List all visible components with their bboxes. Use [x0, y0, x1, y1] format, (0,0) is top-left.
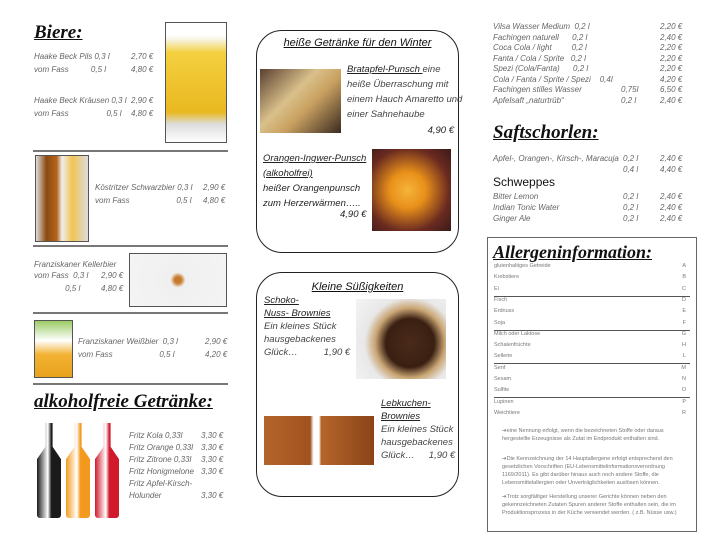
list-row: [493, 203, 720, 214]
allergen-name: Milch oder Laktose: [494, 330, 541, 337]
bratapfel-price: 4,90 €: [427, 125, 454, 136]
kellerbier-name: Franziskaner Kellerbier: [34, 260, 117, 269]
allergen-name: Sesam: [494, 376, 512, 382]
price: 2,40 €: [660, 203, 683, 212]
allergen-note: ➔eine Nennung erfolgt, wenn die bezeichneten Stoffe oder daraus hergestellte Erzeugnisse als Zutat im Endprodukt enthalten sind.: [502, 428, 664, 442]
item-label: 0,2 l: [623, 203, 639, 212]
allergen-name: glutenhaltiges Getreide: [494, 263, 551, 269]
item-label: Haake Beck Pils 0,3 l: [34, 52, 110, 61]
price: 3,30 €: [201, 491, 224, 500]
list-row: [493, 22, 720, 33]
allergen-name: Sellerie: [494, 353, 513, 360]
list-row: [493, 192, 720, 203]
price: 4,20 €: [205, 350, 228, 359]
fritz-bottle: [95, 423, 119, 518]
allergen-name: Krebstiere: [494, 274, 520, 281]
list-row: [493, 43, 720, 54]
weissbier-image: [34, 320, 73, 378]
item-label: Haake Beck Kräusen 0,3 l: [34, 96, 127, 105]
item-label: Franziskaner Weißbier 0,3 l: [78, 337, 178, 346]
allergen-row: [494, 353, 690, 364]
orangen-punsch-image: [372, 149, 451, 231]
allergen-row: [494, 342, 690, 353]
price: 3,30 €: [201, 443, 224, 452]
item-label: 0,4 l: [623, 165, 639, 174]
allergen-row: [494, 376, 690, 387]
item-label: Indian Tonic Water: [493, 203, 560, 212]
price: 4,80 €: [101, 284, 124, 293]
allergen-code: F: [682, 319, 686, 326]
allergen-name: Sulfite: [494, 387, 510, 394]
list-row: [34, 65, 274, 78]
desc-line: einem Hauch Amaretto und: [347, 94, 463, 105]
orangen-price: 4,90 €: [340, 209, 367, 220]
allergen-heading: Allergeninformation:: [493, 242, 653, 262]
desc-line: zum Herzerwärmen…..: [263, 198, 361, 209]
item-label: vom Fass 0,5 l: [34, 109, 122, 118]
allergen-code: D: [682, 296, 686, 303]
allergen-row: [494, 297, 690, 308]
brownies-image: [356, 299, 446, 379]
price: 2,20 €: [660, 53, 683, 63]
allergen-name: Ei: [494, 285, 499, 292]
allergen-name: Senf: [494, 364, 506, 371]
item-label: 0,75l: [621, 85, 639, 94]
allergen-name: Fisch: [494, 296, 508, 303]
price: 2,40 €: [660, 192, 683, 201]
fritz-bottle: [37, 423, 61, 518]
item-label: Fritz Zitrone 0,33l: [129, 455, 192, 464]
price: 4,40 €: [660, 165, 683, 174]
orangen-name-sub: (alkoholfrei): [263, 168, 313, 179]
allergen-row: [494, 274, 690, 285]
allergen-row: [494, 410, 690, 421]
price: 3,30 €: [201, 455, 224, 464]
item-label: vom Fass 0,5 l: [34, 65, 107, 74]
price: 2,70 €: [131, 52, 154, 61]
lebkuchen-price: 1,90 €: [428, 450, 456, 461]
allergen-code: P: [682, 398, 686, 405]
list-row: [493, 85, 720, 96]
divider: [33, 383, 228, 385]
item-label: Cola / Fanta / Sprite / Spezi 0,4l: [493, 74, 613, 84]
list-row: [493, 64, 720, 75]
item-label: Vilsa Wasser Medium 0,2 l: [493, 22, 590, 31]
allergen-note: ➔Die Kennzeichnung der 14 Hauptallergene erfolgt entsprechend den gesetzlichen Vorschriften (EU-Lebensmittelinformationsverordnung 1169/2011). Es gibt darüber hinaus auch noch andere Stoffe, die Lebensmittelallergien oder Unverträglichkeiten auslösen können.: [502, 456, 673, 486]
brownies-price: 1,90 €: [323, 347, 351, 358]
desc-line: heiße Überraschung mit: [347, 79, 449, 90]
price: 4,80 €: [203, 196, 226, 205]
allergen-row: [494, 308, 690, 319]
divider: [33, 245, 228, 247]
winter-title: heiße Getränke für den Winter: [283, 37, 432, 49]
price: 2,90 €: [131, 96, 154, 105]
price: 4,80 €: [131, 109, 154, 118]
price: 2,40 €: [660, 32, 683, 42]
price: 2,40 €: [660, 154, 683, 163]
allergen-code: G: [681, 330, 686, 337]
item-label: Fanta / Cola / Sprite 0,2 l: [493, 53, 586, 63]
brownies-name: Schoko-: [264, 295, 299, 306]
divider: [33, 150, 228, 152]
allergen-row: [494, 320, 690, 331]
allergen-row: [494, 286, 690, 297]
item-label: Ginger Ale: [493, 214, 531, 223]
price: 2,20 €: [660, 64, 683, 73]
item-label: Spezi (Cola/Fanta) 0,2 l: [493, 64, 589, 73]
bratapfel-punsch-image: [260, 69, 341, 133]
item-label: Apfelsaft „naturtrüb“: [493, 95, 564, 105]
allergen-code: H: [682, 342, 686, 349]
desc-line: hausgebackenes: [381, 437, 453, 448]
item-label: 0,2 l: [623, 192, 639, 201]
allergen-code: B: [682, 274, 686, 281]
item-label: 0,5 l: [34, 284, 81, 293]
allergen-code: L: [682, 353, 686, 360]
item-label: Köstritzer Schwarzbier 0,3 l: [95, 183, 193, 192]
price: 3,30 €: [201, 467, 224, 476]
item-label: vom Fass 0,5 l: [95, 196, 192, 205]
list-row: [493, 154, 720, 165]
orangen-text: [263, 151, 366, 211]
schweppes-heading: Schweppes: [493, 175, 556, 189]
desc-line: eine: [422, 64, 441, 75]
price: 2,20 €: [660, 43, 683, 52]
orangen-name: Orangen-Ingwer-Punsch: [263, 153, 367, 164]
desc-line: Glück…: [264, 347, 298, 358]
desc-line: einer Sahnehaube: [347, 109, 425, 120]
list-row: [493, 214, 720, 225]
item-label: vom Fass 0,5 l: [78, 350, 175, 359]
item-label: Coca Cola / light 0,2 l: [493, 43, 587, 52]
desc-line: hausgebackenes: [264, 334, 336, 345]
list-row: [493, 75, 720, 86]
biere-heading: Biere:: [34, 22, 83, 43]
price: 2,40 €: [660, 214, 683, 223]
price: 3,30 €: [201, 431, 224, 440]
sweets-title: Kleine Süßigkeiten: [311, 281, 404, 293]
item-label: Fritz Honigmelone: [129, 467, 194, 476]
bratapfel-name: Bratapfel-Punsch: [347, 64, 423, 75]
lebkuchen-image: [264, 416, 374, 465]
list-row: [34, 96, 274, 109]
koestritzer-image: [35, 155, 89, 242]
list-row: [493, 54, 720, 65]
fritz-bottle: [66, 423, 90, 518]
allergen-name: Lupinen: [494, 398, 514, 405]
desc-line: Ein kleines Stück: [381, 424, 454, 435]
allergen-code: A: [682, 263, 686, 269]
item-label: 0,2 l: [623, 214, 639, 223]
allergen-name: Schalenfrüchte: [494, 342, 531, 349]
kellerbier-image: [129, 253, 227, 307]
item-label: Fachingen naturell 0,2 l: [493, 32, 588, 42]
item-label: vom Fass 0,3 l: [34, 271, 89, 280]
item-label: Fritz Apfel-Kirsch-: [129, 479, 193, 488]
lebkuchen-name: Lebkuchen-: [381, 398, 431, 409]
item-label: 0,2 l: [623, 154, 639, 163]
lebkuchen-text: [381, 397, 455, 462]
price: 2,90 €: [203, 183, 226, 192]
desc-line: heißer Orangenpunsch: [263, 183, 361, 194]
price: 2,90 €: [205, 337, 228, 346]
brownies-text: [264, 294, 350, 359]
allergen-code: O: [681, 387, 686, 394]
bratapfel-text: [347, 62, 462, 122]
allergen-code: N: [682, 376, 686, 382]
item-label: 0,2 l: [621, 95, 637, 105]
item-label: Fritz Orange 0,33l: [129, 443, 194, 452]
lebkuchen-name-sub: Brownies: [381, 411, 421, 422]
list-row: [493, 33, 720, 44]
allergen-row: [494, 399, 690, 410]
allergen-box: [487, 237, 697, 532]
list-row: [34, 52, 274, 65]
allergen-code: C: [682, 285, 686, 292]
allergen-code: R: [682, 409, 686, 416]
allergen-name: Soja: [494, 319, 506, 326]
list-row: [34, 109, 274, 122]
item-label: Apfel-, Orangen-, Kirsch-, Maracuja: [493, 154, 619, 163]
allergen-name: Weichtiere: [494, 409, 520, 416]
allergen-name: Erdnuss: [494, 308, 515, 315]
price: 6,50 €: [660, 85, 683, 94]
item-label: Fritz Kola 0,33l: [129, 431, 183, 440]
allergen-code: E: [682, 308, 686, 315]
price: 4,20 €: [660, 74, 683, 84]
list-row: [493, 96, 720, 107]
allergen-row: [494, 331, 690, 342]
saftschorlen-heading: Saftschorlen:: [493, 122, 599, 143]
item-label: Holunder: [129, 491, 162, 500]
price: 4,80 €: [131, 65, 154, 74]
divider: [33, 312, 228, 314]
haake-beck-glass-image: [165, 22, 227, 143]
desc-line: Ein kleines Stück: [264, 321, 337, 332]
item-label: Fachingen stilles Wasser: [493, 85, 582, 94]
alkoholfrei-heading: alkoholfreie Getränke:: [34, 391, 213, 412]
brownies-name-sub: Nuss- Brownies: [264, 308, 331, 319]
price: 2,90 €: [101, 271, 124, 280]
desc-line: Glück…: [381, 450, 415, 461]
price: 2,40 €: [660, 95, 683, 105]
price: 2,20 €: [660, 22, 683, 31]
allergen-note: ➔Trotz sorgfältiger Herstellung unserer Gerichte können neben den gekennzeichneten Zutaten Spuren anderer Stoffe enthalten sein, die im Produktionsprozess in der Küche verwendet werden. ( z.B. Nüsse usw.): [502, 494, 677, 516]
item-label: Bitter Lemon: [493, 192, 539, 201]
allergen-code: M: [681, 364, 686, 371]
allergen-row: [494, 387, 690, 398]
allergen-row: [494, 365, 690, 376]
allergen-row: [494, 263, 690, 274]
